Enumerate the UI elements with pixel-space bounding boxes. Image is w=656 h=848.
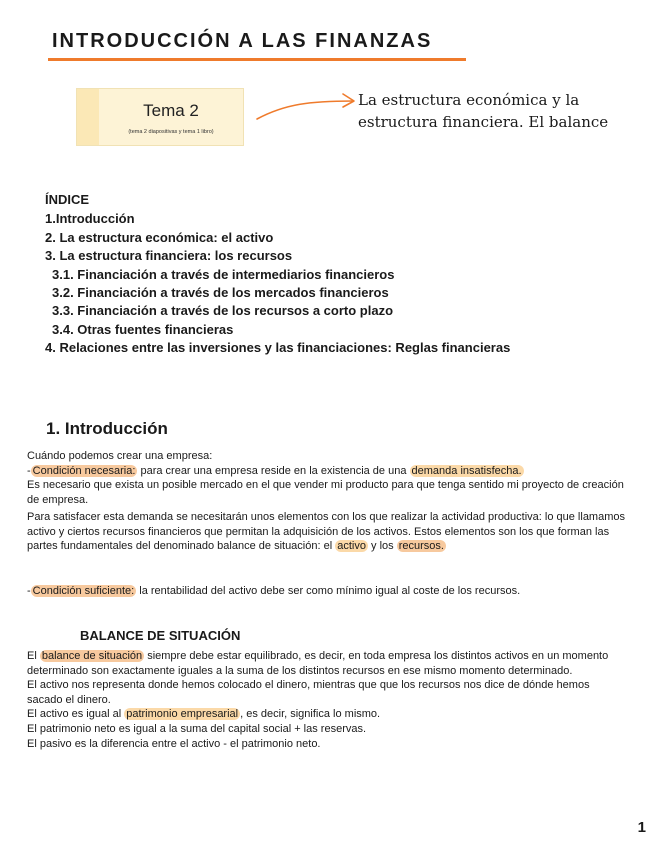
title-underline [48, 58, 466, 61]
highlight-recursos: recursos. [398, 540, 444, 553]
chapter-title-line-1: La estructura económica y la [358, 91, 580, 109]
index-item: 2. La estructura económica: el activo [45, 229, 274, 245]
highlight-activo: activo [337, 540, 366, 553]
intro-condition-line [27, 464, 625, 479]
index-subitem: 3.1. Financiación a través de intermediarios financieros [52, 266, 395, 282]
intro-text: Para satisfacer esta demanda se necesitarán unos elementos con los que realizar la actividad productiva: lo que llamamos activo y ciertos recursos financieros que permitan la adquisición de los activos. Estos elementos son los que forman las partes fundamentales del denominado balance de situación: el [27, 511, 625, 553]
intro-paragraph-2 [27, 510, 625, 554]
intro-text: Es necesario que exista un posible mercado en el que vender mi producto para que tenga sentido mi proyecto de creación de empresa. [27, 479, 624, 506]
index-item: 1.Introducción [45, 211, 135, 227]
tema-box [76, 88, 244, 146]
index-heading: ÍNDICE [45, 192, 90, 207]
chapter-title-line-2: estructura financiera. El balance [358, 113, 609, 131]
chapter-title [358, 89, 648, 133]
intro-line: Cuándo podemos crear una empresa: [27, 450, 213, 462]
document-title: INTRODUCCIÓN A LAS FINANZAS [52, 30, 433, 52]
intro-text: para crear una empresa reside en la existencia de una [137, 464, 410, 477]
highlight-balance-de-situacion: balance de situación [41, 650, 143, 662]
balance-text: El [27, 650, 40, 662]
index-subitem: 3.2. Financiación a través de los mercados financieros [52, 285, 389, 301]
balance-text: El activo es igual al [27, 708, 125, 721]
index-item: 4. Relaciones entre las inversiones y las financiaciones: Reglas financieras [45, 340, 511, 356]
page-number: 1 [637, 819, 646, 836]
index-item: 3. La estructura financiera: los recursos [45, 248, 293, 264]
highlight-condicion-necesaria: Condición necesaria: [32, 464, 136, 477]
balance-text: siempre debe estar equilibrado, es decir, en toda empresa los distintos activos en un momento determinado son exactamente iguales a la suma de los distintos recursos en ese mismo momento determinado. [27, 650, 609, 677]
intro-text: la rentabilidad del activo debe ser como mínimo igual al coste de los recursos. [136, 585, 521, 597]
balance-paragraph: El pasivo es la diferencia entre el activo - el patrimonio neto. [27, 737, 321, 750]
highlight-patrimonio-empresarial: patrimonio empresarial [126, 708, 239, 721]
section-title-introduccion: 1. Introducción [46, 419, 168, 438]
arrow-icon [255, 92, 359, 124]
balance-title: BALANCE DE SITUACIÓN [80, 628, 241, 643]
balance-paragraphs [27, 649, 625, 751]
balance-paragraph [27, 707, 625, 722]
index-subitem: 3.4. Otras fuentes financieras [52, 321, 234, 337]
dash: - [27, 585, 31, 597]
tema-note: (tema 2 diapositivas y tema 1 libro) [128, 129, 214, 135]
intro-paragraph-3 [27, 584, 625, 599]
tema-label: Tema 2 [143, 101, 199, 120]
dash: - [27, 464, 31, 477]
intro-text: y los [367, 540, 397, 553]
tema-box-stripe [77, 89, 99, 145]
highlight-condicion-suficiente: Condición suficiente: [32, 585, 135, 597]
index-subitem: 3.3. Financiación a través de los recursos a corto plazo [52, 303, 394, 319]
intro-paragraph-1 [27, 449, 625, 507]
balance-paragraph: El patrimonio neto es igual a la suma del capital social + las reservas. [27, 722, 367, 735]
highlight-demanda-insatisfecha: demanda insatisfecha. [411, 464, 522, 477]
balance-paragraph [27, 649, 625, 678]
balance-text: , es decir, significa lo mismo. [240, 708, 381, 721]
index [45, 191, 510, 358]
balance-paragraph: El activo nos representa donde hemos colocado el dinero, mientras que que los recursos nos dice de dónde hemos sacado el dinero. [27, 679, 590, 706]
